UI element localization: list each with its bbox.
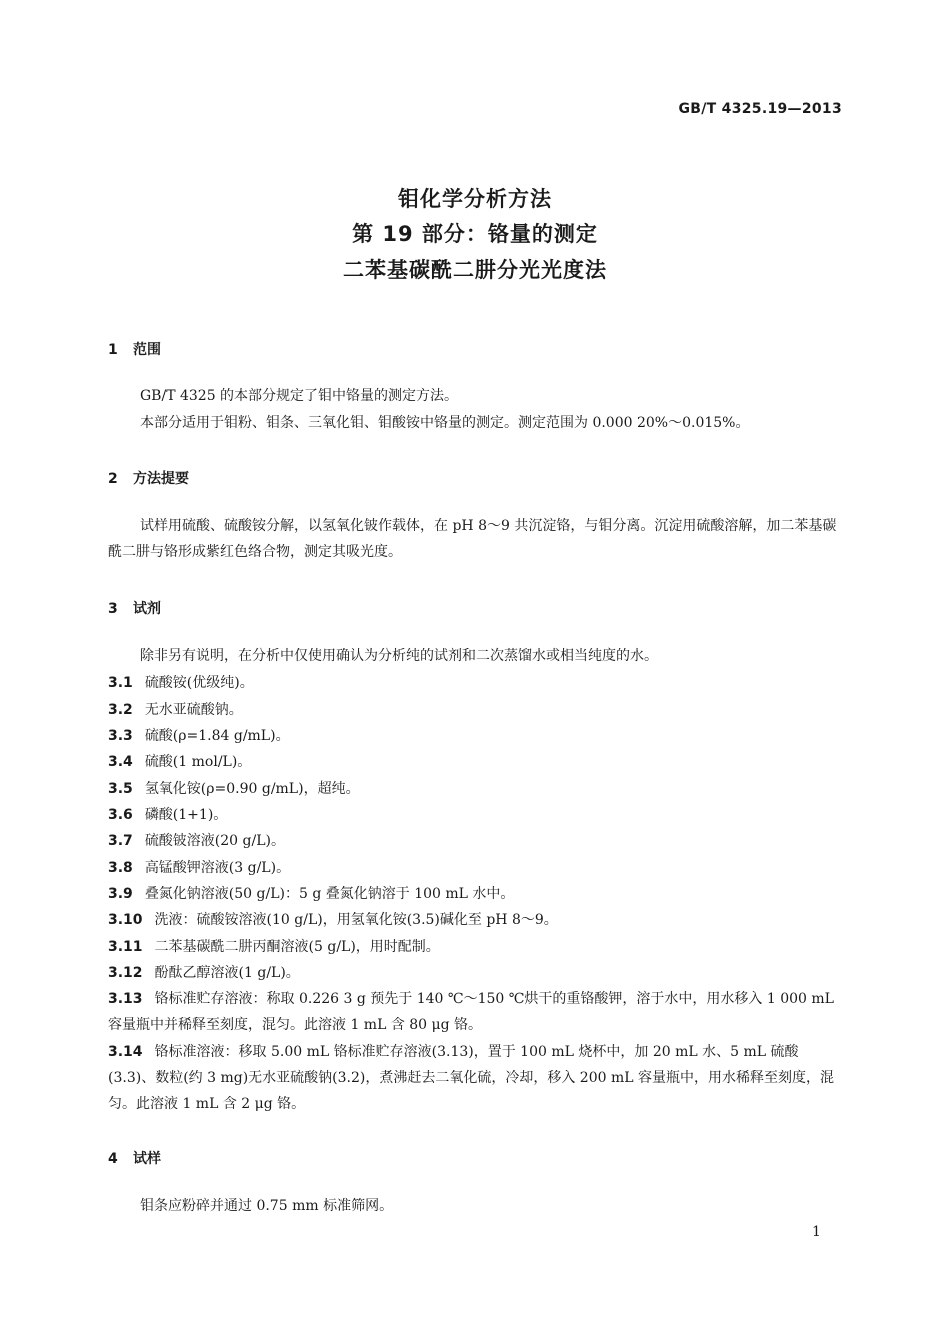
item-number: 3.2	[108, 702, 133, 718]
item-number: 3.9	[108, 886, 133, 902]
item-number: 3.6	[108, 807, 133, 823]
item-text: 硫酸铍溶液(20 g/L)。	[144, 833, 285, 849]
item-number: 3.13	[108, 991, 143, 1007]
title-line-2: 第 19 部分：铬量的测定	[352, 222, 598, 246]
title-line-3: 二苯基碳酰二肼分光光度法	[343, 258, 607, 282]
reagent-item	[108, 723, 842, 749]
section-title: 试样	[133, 1151, 161, 1167]
section-2-paragraph-1: 试样用硫酸、硫酸铵分解，以氢氧化铍作载体，在 pH 8～9 共沉淀铬，与钼分离。沉淀用硫酸溶解，加二苯基碳酰二肼与铬形成紫红色络合物，测定其吸光度。	[108, 518, 837, 560]
item-text: 无水亚硫酸钠。	[144, 702, 243, 718]
item-text: 氢氧化铵(ρ=0.90 g/mL)，超纯。	[144, 781, 360, 797]
item-number: 3.10	[108, 912, 143, 928]
title-line-1: 钼化学分析方法	[398, 187, 552, 211]
section-4-paragraph-1: 钼条应粉碎并通过 0.75 mm 标准筛网。	[140, 1198, 394, 1214]
item-number: 3.8	[108, 860, 133, 876]
section-1-paragraph-2: 本部分适用于钼粉、钼条、三氧化钼、钼酸铵中铬量的测定。测定范围为 0.000 20%～0.015%。	[140, 415, 750, 431]
reagent-item	[108, 960, 842, 986]
section-number: 3	[108, 601, 118, 617]
item-text: 叠氮化钠溶液(50 g/L)：5 g 叠氮化钠溶于 100 mL 水中。	[144, 886, 515, 902]
item-text: 硫酸铵(优级纯)。	[144, 675, 254, 691]
reagent-item	[108, 1039, 842, 1117]
item-text: 铬标准贮存溶液：称取 0.226 3 g 预先于 140 ℃～150 ℃烘干的重铬酸钾，溶于水中，用水移入 1 000 mL 容量瓶中并稀释至刻度，混匀。此溶液 1 mL 含 80 μg 铬。	[108, 991, 834, 1033]
item-text: 硫酸(1 mol/L)。	[144, 754, 252, 770]
section-1-heading	[108, 339, 161, 359]
section-3-intro: 除非另有说明，在分析中仅使用确认为分析纯的试剂和二次蒸馏水或相当纯度的水。	[140, 648, 658, 664]
item-text: 铬标准溶液：移取 5.00 mL 铬标准贮存溶液(3.13)，置于 100 mL 烧杯中，加 20 mL 水、5 mL 硫酸(3.3)、数粒(约 3 mg)无水亚硫酸钠(3.2)，煮沸赶去二氧化硫，冷却，移入 200 mL 容量瓶中，用水稀释至刻度，混匀。此溶液 1 mL 含 2 μg 铬。	[108, 1044, 834, 1112]
reagent-item	[108, 881, 842, 907]
section-title: 方法提要	[133, 471, 189, 487]
item-text: 高锰酸钾溶液(3 g/L)。	[144, 860, 291, 876]
reagent-item	[108, 907, 842, 933]
item-text: 洗液：硫酸铵溶液(10 g/L)，用氢氧化铵(3.5)碱化至 pH 8～9。	[154, 912, 558, 928]
standard-code: GB/T 4325.19—2013	[678, 101, 842, 117]
reagent-item	[108, 802, 842, 828]
section-title: 范围	[133, 342, 161, 358]
reagent-item	[108, 749, 842, 775]
item-number: 3.11	[108, 939, 143, 955]
item-text: 硫酸(ρ=1.84 g/mL)。	[144, 728, 290, 744]
reagent-item	[108, 855, 842, 881]
item-number: 3.5	[108, 781, 133, 797]
section-number: 1	[108, 342, 118, 358]
item-number: 3.12	[108, 965, 143, 981]
section-number: 2	[108, 471, 118, 487]
item-text: 酚酞乙醇溶液(1 g/L)。	[154, 965, 300, 981]
reagent-item	[108, 934, 842, 960]
section-4-heading	[108, 1148, 161, 1168]
item-text: 磷酸(1+1)。	[144, 807, 228, 823]
section-1-paragraph-1: GB/T 4325 的本部分规定了钼中铬量的测定方法。	[140, 388, 459, 404]
item-number: 3.7	[108, 833, 133, 849]
reagent-item	[108, 776, 842, 802]
reagent-item	[108, 986, 842, 1038]
reagent-item	[108, 670, 842, 696]
section-3-heading	[108, 598, 161, 618]
reagent-item	[108, 697, 842, 723]
item-number: 3.4	[108, 754, 133, 770]
section-2-heading	[108, 468, 189, 488]
section-number: 4	[108, 1151, 118, 1167]
item-number: 3.14	[108, 1044, 143, 1060]
page-number: 1	[812, 1224, 821, 1240]
reagent-item	[108, 828, 842, 854]
section-title: 试剂	[133, 601, 161, 617]
item-number: 3.1	[108, 675, 133, 691]
item-text: 二苯基碳酰二肼丙酮溶液(5 g/L)，用时配制。	[154, 939, 440, 955]
item-number: 3.3	[108, 728, 133, 744]
